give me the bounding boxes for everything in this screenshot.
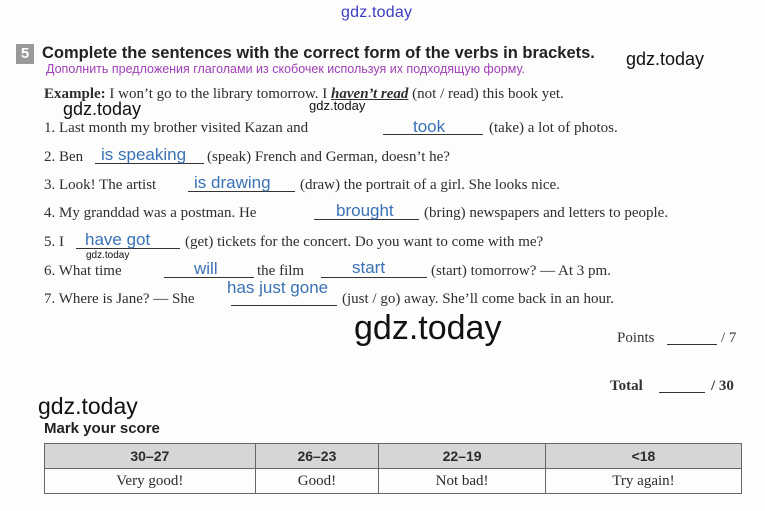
- sentence-text: (get) tickets for the concert. Do you want to come with me?: [185, 234, 544, 250]
- sentence-number: 3.: [44, 177, 56, 193]
- score-label: Not bad!: [379, 469, 546, 494]
- total-label: Total: [610, 378, 643, 394]
- answer-text: start: [352, 258, 386, 277]
- score-range: 22–19: [379, 444, 546, 469]
- sentence-number: 2.: [44, 149, 56, 165]
- sentence-text: I: [59, 234, 64, 250]
- watermark-big: gdz.today: [354, 309, 502, 347]
- sentence-text: (bring) newspapers and letters to people.: [424, 205, 669, 221]
- answer-text: will: [194, 259, 218, 278]
- watermark-right: gdz.today: [626, 49, 705, 69]
- sentence-1: [44, 120, 308, 137]
- example-after: (not / read) this book yet.: [412, 86, 564, 102]
- sentence-text: My granddad was a postman. He: [59, 205, 257, 221]
- answer-text: took: [413, 117, 446, 136]
- task-number: 5: [16, 44, 34, 64]
- example-answer: haven’t read: [331, 86, 409, 102]
- sentence-number: 5.: [44, 234, 56, 250]
- score-header-row: [45, 444, 742, 469]
- answer-text: is speaking: [101, 145, 187, 164]
- score-range: <18: [545, 444, 741, 469]
- answer-text: is drawing: [194, 173, 271, 192]
- points-blank[interactable]: [667, 331, 717, 345]
- score-range: 26–23: [255, 444, 379, 469]
- sentence-number: 7.: [44, 291, 56, 307]
- sentence-text: Last month my brother visited Kazan and: [59, 120, 309, 136]
- example-line: [44, 86, 564, 103]
- sentence-4: [44, 205, 256, 222]
- answer-text: has just gone: [227, 278, 329, 297]
- answer-text: have got: [85, 230, 151, 249]
- task-subtitle: Дополнить предложения глаголами из скобочек используя их подходящую форму.: [46, 62, 525, 76]
- sentence-text: Ben: [59, 149, 84, 165]
- score-title: Mark your score: [44, 420, 160, 437]
- score-table: [44, 443, 742, 494]
- watermark-top: gdz.today: [341, 4, 413, 21]
- answer-text: brought: [336, 201, 394, 220]
- points-label: Points: [617, 330, 655, 346]
- sentence-7: [44, 291, 195, 308]
- points-max: / 7: [721, 330, 737, 346]
- watermark-tiny: gdz.today: [86, 250, 130, 261]
- sentence-2: [44, 149, 83, 166]
- sentence-5: [44, 234, 64, 251]
- sentence-number: 1.: [44, 120, 56, 136]
- score-range: 30–27: [45, 444, 256, 469]
- sentence-text: Look! The artist: [59, 177, 157, 193]
- sentence-text: What time: [58, 263, 122, 279]
- sentence-number: 6.: [44, 263, 56, 279]
- sentence-text: the film: [257, 263, 305, 279]
- score-label: Good!: [255, 469, 379, 494]
- score-label: Very good!: [45, 469, 256, 494]
- sentence-3: [44, 177, 156, 194]
- sentence-text: (draw) the portrait of a girl. She looks nice.: [300, 177, 560, 193]
- total-blank[interactable]: [659, 379, 705, 393]
- sentence-text: (start) tomorrow? — At 3 pm.: [431, 263, 611, 279]
- example-before: I won’t go to the library tomorrow. I: [109, 86, 328, 102]
- watermark-center-small: gdz.today: [309, 98, 366, 113]
- score-label: Try again!: [545, 469, 741, 494]
- example-label: Example:: [44, 86, 106, 102]
- score-label-row: [45, 469, 742, 494]
- sentence-number: 4.: [44, 205, 56, 221]
- sentence-text: (just / go) away. She’ll come back in an hour.: [342, 291, 614, 307]
- sentence-text: Where is Jane? — She: [58, 291, 195, 307]
- task-title: Complete the sentences with the correct form of the verbs in brackets.: [42, 44, 595, 62]
- sentence-6: [44, 263, 122, 280]
- total-max: / 30: [711, 378, 734, 394]
- sentence-text: (speak) French and German, doesn’t he?: [207, 149, 450, 165]
- watermark-left: gdz.today: [63, 99, 142, 119]
- watermark-bottom-left: gdz.today: [38, 393, 138, 419]
- sentence-text: (take) a lot of photos.: [489, 120, 618, 136]
